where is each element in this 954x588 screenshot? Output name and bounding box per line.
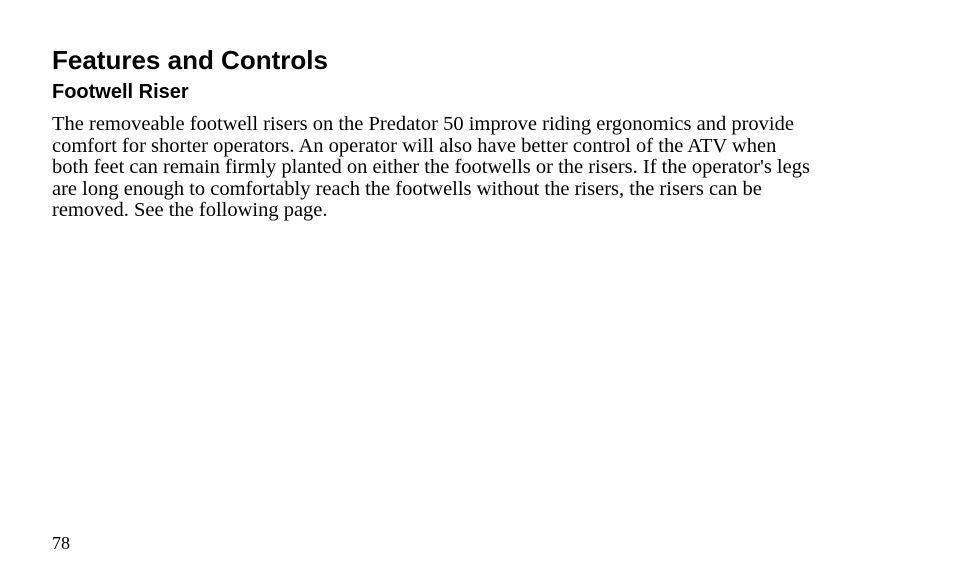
subsection-title: Footwell Riser	[52, 81, 189, 103]
body-paragraph	[52, 114, 810, 222]
page-number: 78	[52, 533, 70, 553]
section-title: Features and Controls	[52, 45, 328, 75]
body-line: comfort for shorter operators. An operator will also have better control of the ATV when	[52, 134, 777, 157]
body-line: removed. See the following page.	[52, 199, 328, 221]
body-line: both feet can remain firmly planted on either the footwells or the risers. If the operator's legs	[52, 156, 810, 178]
body-line: are long enough to comfortably reach the footwells without the risers, the risers can be	[52, 177, 762, 200]
body-line: The removeable footwell risers on the Predator 50 improve riding ergonomics and provide	[52, 113, 794, 135]
